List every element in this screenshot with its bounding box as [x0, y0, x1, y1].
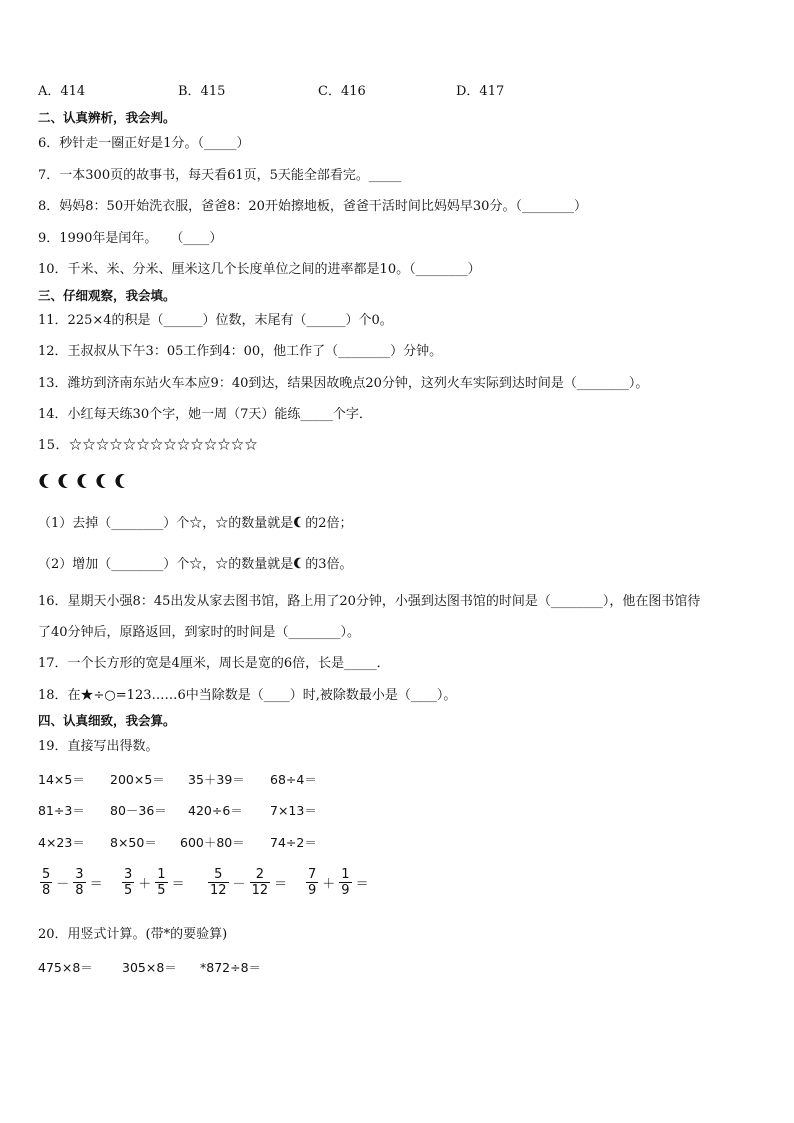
crescent-moon-icon [38, 473, 54, 489]
fraction: 5 8 [42, 867, 51, 898]
fraction: 1 5 [157, 867, 166, 898]
calc-item: 74÷2＝ [270, 835, 317, 850]
crescent-moon-icon [114, 473, 130, 489]
calc-item: 35＋39＝ [188, 772, 245, 787]
crescent-moon-icon [293, 557, 305, 569]
question-8: 8．妈妈8：50开始洗衣服，爸爸8：20开始擦地板，爸爸干活时间比妈妈早30分。（________） [38, 199, 587, 214]
question-15-part-1: （1）去掉（________）个☆，☆的数量就是 的2倍； [38, 516, 353, 531]
question-19: 19．直接写出得数。 [38, 739, 159, 754]
vertical-calc-item: *872÷8＝ [200, 960, 262, 975]
calc-item: 80－36＝ [110, 803, 167, 818]
calc-item: 600＋80＝ [180, 835, 245, 850]
option-a[interactable]: A．414 [38, 84, 86, 99]
calc-item: 8×50＝ [110, 835, 157, 850]
question-9: 9．1990年是闰年。 （____） [38, 231, 223, 246]
fraction-expression: 5 12 － 2 12 ＝ [210, 867, 288, 898]
calc-item: 4×23＝ [38, 835, 85, 850]
question-16-line-1: 16．星期天小强8：45出发从家去图书馆，路上用了20分钟，小强到达图书馆的时间是（________），他在图书馆待 [38, 594, 701, 609]
vertical-calc-item: 475×8＝ [38, 960, 93, 975]
calc-item: 14×5＝ [38, 772, 85, 787]
fraction: 1 9 [341, 867, 350, 898]
crescent-moon-icon [76, 473, 92, 489]
question-14: 14．小红每天练30个字，她一周（7天）能练_____个字． [38, 407, 372, 422]
choice-options [38, 84, 504, 100]
fraction: 3 5 [124, 867, 133, 898]
calc-item: 7×13＝ [270, 803, 317, 818]
question-15-part-2: （2）增加（________）个☆，☆的数量就是 的3倍。 [38, 557, 353, 572]
question-17: 17．一个长方形的宽是4厘米，周长是宽的6倍，长是_____． [38, 656, 390, 671]
option-b[interactable]: B．415 [178, 84, 226, 99]
crescent-moon-icon [293, 516, 305, 528]
question-15: 15．☆☆☆☆☆☆☆☆☆☆☆☆☆☆ [38, 438, 259, 453]
calc-item: 68÷4＝ [270, 772, 317, 787]
moon-row [38, 473, 130, 489]
fraction: 3 8 [75, 867, 84, 898]
question-12: 12．王叔叔从下午3：05工作到4：00，他工作了（________）分钟。 [38, 344, 443, 359]
question-7: 7．一本300页的故事书，每天看61页，5天能全部看完。_____ [38, 168, 402, 183]
fraction: 2 12 [251, 867, 269, 898]
option-c[interactable]: C．416 [318, 84, 366, 99]
question-18: 18．在★÷○=123……6中当除数是（____）时,被除数最小是（____）。 [38, 688, 457, 703]
option-d[interactable]: D．417 [456, 84, 505, 99]
fraction: 7 9 [308, 867, 317, 898]
calc-item: 420÷6＝ [188, 803, 243, 818]
fraction-expression: 7 9 ＋ 1 9 ＝ [308, 867, 369, 898]
calc-item: 200×5＝ [110, 772, 165, 787]
calc-item: 81÷3＝ [38, 803, 85, 818]
fraction: 5 12 [210, 867, 227, 898]
fraction-expression: 3 5 ＋ 1 5 ＝ [124, 867, 185, 898]
question-11: 11．225×4的积是（______）位数，末尾有（______）个0。 [38, 313, 393, 328]
vertical-calc-item: 305×8＝ [122, 960, 177, 975]
fraction-expression: 5 8 － 3 8 ＝ [42, 867, 103, 898]
question-16-line-2: 了40分钟后，原路返回，到家时的时间是（________）。 [38, 625, 361, 640]
crescent-moon-icon [57, 473, 73, 489]
question-6: 6．秒针走一圈正好是1分。（_____） [38, 136, 250, 151]
question-10: 10．千米、米、分米、厘米这几个长度单位之间的进率都是10。（________） [38, 262, 481, 277]
question-13: 13．潍坊到济南东站火车本应9：40到达，结果因故晚点20分钟，这列火车实际到达时间是（________）。 [38, 376, 649, 391]
question-20: 20．用竖式计算。(带*的要验算) [38, 927, 228, 942]
section-heading-4: 四、认真细致，我会算。 [38, 713, 176, 728]
crescent-moon-icon [95, 473, 111, 489]
section-heading-3: 三、仔细观察，我会填。 [38, 288, 176, 303]
section-heading-2: 二、认真辨析，我会判。 [38, 110, 176, 125]
